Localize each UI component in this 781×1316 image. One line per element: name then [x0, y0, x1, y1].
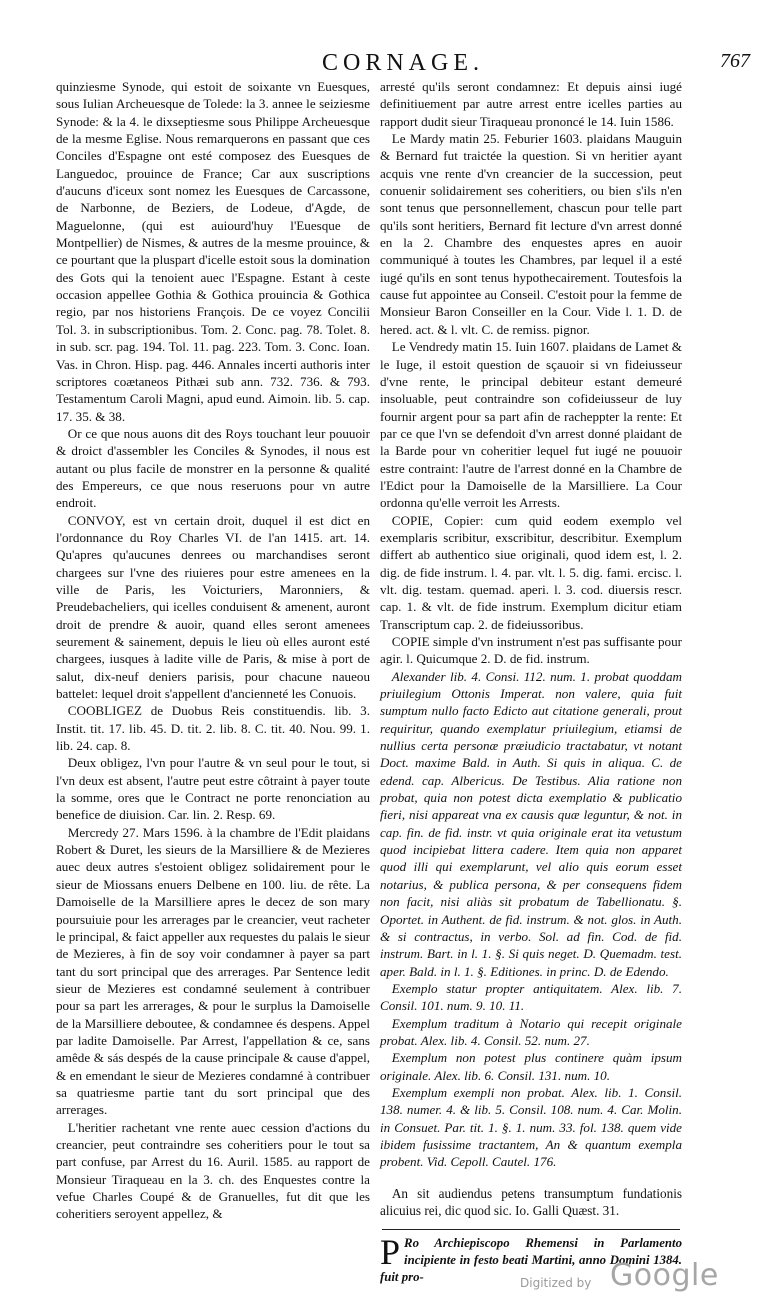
right-paragraph-alexander: Alexander lib. 4. Consi. 112. num. 1. probat quoddam priuilegium Ottonis Imperat. non valere, quia fuit sumptum nullo facto Edicto aut citatione generali, prout requiritur, quando exemplatur priuilegium, etiamsi de nullius certa personæ præiudicio tractabatur, vt notant Doct. maxime Bald. in Auth. Si quis in aliqua. C. de edend. cap. Albericus. De Testibus. Alia ratione non probat, quia non potest dicta exemplatio & publicatio fieri, nisi appareat vna ex causis quæ leguntur, & not. in cap. fin. de fid. instr. vt quia originale erat ita vetustum quod incipiebat littera cadere. Item quia non apparet quod illi qui exemplarunt, vel alio quis eorum esset notarius, & publica persona, & per consequens fidem non facit, nisi aliàs sit probatum de Tabellionatu. §. Oportet. in Authent. de fid. instrum. & not. glos. in Auth. & si contractus, in verbo. Sol. ad fin. Cod. de fid. instrum. Bart. in l. 1. §. Si quis neget. D. Quemadm. test. aper. Bald. in l. 1. §. Editiones. in princ. D. de Edendo.: [380, 668, 682, 979]
right-paragraph-copie: COPIE, Copier: cum quid eodem exemplo vel exemplaris scribitur, exscribitur, describitur. Exemplum differt ab authentico siue originali, quod idem est, l. 2. dig. de fide instrum. l. 4. par. vlt. l. 5. dig. fami. ercisc. l. vlt. dig. testam. quemad. aperi. l. 3. cod. diuersis rescr. cap. 1. & vlt. de fide instrum. Exemplum dicitur etiam Transcriptum cap. 2. de fideiussoribus.: [380, 512, 682, 632]
left-column: [56, 78, 370, 1223]
right-paragraph-exemplo: Exemplo statur propter antiquitatem. Alex. lib. 7. Consil. 101. num. 9. 10. 11.: [380, 980, 682, 1014]
digitized-by-label: Digitized by: [520, 1276, 592, 1290]
separator-rule: [382, 1229, 680, 1230]
left-paragraph-heritier: L'heritier rachetant vne rente auec cession d'actions du creancier, peut contraindre ses coheritiers pour le tout sa part confuse, par Arrest du 16. Auril. 1585. au rapport de Monsieur Tiraqueau en la 3. ch. des Enquestes contre la vefue Charles Coupé & de Granuelles, fut dit que les coheritiers seroyent appellez, &: [56, 1119, 370, 1222]
left-paragraph-deux-obligez: Deux obligez, l'vn pour l'autre & vn seul pour le tout, si l'vn deux est absent, l'autre peut estre côtraint à payer toute la somme, ores que le Contract ne porte renonciation au benefice de diuision. Car. lin. 2. Resp. 69.: [56, 755, 370, 823]
left-paragraph-cooblige: COOBLIGEZ de Duobus Reis constituendis. lib. 3. Instit. tit. 17. lib. 45. D. tit. 2. lib. 8. C. tit. 40. Nou. 99. 1. lib. 24. cap. 8.: [56, 703, 370, 754]
running-head: CORNAGE.: [322, 50, 485, 76]
right-column: [380, 78, 682, 1286]
question-heading: An sit audiendus petens transumptum fundationis alicuius rei, dic quod sic. Io. Galli Quæst. 31.: [380, 1185, 682, 1218]
drop-cap: P: [380, 1231, 401, 1272]
right-paragraph-1: arresté qu'ils seront condamnez: Et depuis ainsi iugé definitiuement par autre arrest entre icelles parties au rapport dudit sieur Tiraqueau prononcé le 14. Iuin 1586.: [380, 79, 682, 129]
left-paragraph-1: quinziesme Synode, qui estoit de soixante vn Euesques, sous Iulian Archeuesque de Tolede: la 3. annee le seiziesme Synode: & la 4. le dixseptiesme sous Philippe Archeuesque de la mesme Eglise. Nous remarquerons en passant que ces Conciles d'Espagne ont esté composez des Euesques de Languedoc, prouince de France; Car aux suscriptions d'aucuns d'iceux sont nomez les Euesques de Carcassone, de Narbonne, de Beziers, de Lodeue, d'Agde, de Maguelonne, (qui est auiourd'huy l'Euesque de Montpellier) de Nismes, & autres de la mesme prouince, & ce pourtant que la pluspart d'icelle estoit sous la domination des Gots qui la tenoient auec l'Espagne. Estant à ceste occasion appellee Gothia & Gothica prouincia & Gothica regio, par nos historiens François. De ce voyez Concilii Tol. 3. in subscriptionibus. Tom. 2. Conc. pag. 78. Tolet. 8. in sub. scr. pag. 194. Tol. 11. pag. 223. Tom. 3. Conc. Ioan. Vas. in Chron. Hisp. pag. 446. Annales incerti authoris inter scriptores coætaneos Pithæi sub ann. 732. 736. & 793. Testamentum Caroli Magni, apud eund. Aimoin. lib. 5. cap. 17. 35. & 38.: [56, 79, 370, 424]
google-logo: Google: [610, 1258, 719, 1293]
left-paragraph-2: Or ce que nous auons dit des Roys touchant leur pouuoir & droict d'assembler les Conciles & Synodes, il nous est autant ou plus facile de monstrer en la personne & qualité des Empereurs, ce que nous reseruons pour vn autre endroit.: [56, 425, 370, 511]
left-paragraph-convoy: CONVOY, est vn certain droit, duquel il est dict en l'ordonnance du Roy Charles VI. de l'an 1415. art. 14. Qu'apres qu'aucunes denrees ou marchandises seront chargees sur l'vne des riuieres pour estre amenees en la ville de Paris, les Voicturiers, Maronniers, & Preudebacheliers, qui icelles conduisent & amenent, auront droit de prendre & auoir, quand elles seront amenees seurement & sainement, depuis le lieu où elles auront esté chargees, iusques à ladite ville de Paris, & mise à port de salut, dix-neuf deniers parisis, pour chacune naueou battelet: lequel droit s'appellent d'ancienneté les Conuois.: [56, 512, 370, 702]
google-watermark: [520, 1260, 750, 1300]
right-paragraph-exemplum-exempli: Exemplum exempli non probat. Alex. lib. 1. Consil. 138. numer. 4. & lib. 5. Consil. 108. num. 4. Car. Molin. in Consuet. Par. tit. 1. §. 1. num. 33. fol. 138. quem vide ibidem fusissime tractantem, An & quantum exempla probent. Vid. Cepoll. Cautel. 176.: [380, 1084, 682, 1170]
right-paragraph-mardy: Le Mardy matin 25. Feburier 1603. plaidans Mauguin & Bernard fut traictée la question. Si vn heritier ayant acquis vne rente d'vn creancier de la succession, peut conuenir solidairement ses coheritiers, ou bien s'ils n'en sont tenus que personnellement, chascun pour telle part qu'ils sont heritiers, Bernard fit lecture d'vn arrest donné en la 2. Chambre des enquestes apres en auoir communiqué à toutes les Chambres, par lequel il a esté iugé qu'ils en sont tenus hypothecairement. Toutesfois la cause fut appointee au Conseil. C'estoit pour la femme de Monsieur Baron Conseiller en la Cour. Vide l. 1. D. de hered. act. & l. vlt. C. de remiss. pignor.: [380, 131, 682, 337]
page-header: [0, 46, 781, 82]
left-paragraph-mercredy: Mercredy 27. Mars 1596. à la chambre de l'Edit plaidans Robert & Duret, les sieurs de la Marsilliere & de Mezieres auec deux autres s'estoient obligez solidairement pour le sieur de Miossans enuers Delbene en 100. liu. de rête. La Damoiselle de la Marsilliere apres le decez de son mary poursuiuie pour les arrerages par le creancier, veut racheter le principal, & faict appeller aux requestes du palais le sieur de Mezieres, à fin de soy voir condamner à payer sa part tant du sort principal que des arrerages. Par Sentence ledit sieur de Mezieres est condamné seulement à contribuer pour sa part les arrerages, & pour le surplus la Damoiselle de la Marsilliere deboutee, & condamnee és despens. Appel par ladite Damoiselle. Par Arrest, l'appellation & ce, sans amêde & sás despés de la cause principale & cause d'appel, & en emendant le sieur de Mezieres condamné à contribuer sa quatriesme partie tant du sort principal que des arrerages.: [56, 824, 370, 1118]
page-number: 767: [720, 50, 750, 72]
right-paragraph-vendredy: Le Vendredy matin 15. Iuin 1607. plaidans de Lamet & le Iuge, il estoit question de sçauoir si vn fideiusseur d'vne rente, le principal debiteur estant demeuré insoluable, peut contraindre son cofideiusseur de luy fournir argent pour sa part afin de racheppter la rente: Et par ce que l'vn se defendoit d'vn arrest donné plaidant de la Barde pour vn coheritier lequel fut iugé ne pouuoir estre contraint: l'autre de l'arrest donné en la Chambre de l'Edict pour la Damoiselle de la Marsilliere. La Cour ordonna qu'elle verroit les Arrests.: [380, 339, 682, 511]
right-paragraph-exemplum-non-potest: Exemplum non potest plus continere quàm ipsum originale. Alex. lib. 6. Consil. 131. num. 10.: [380, 1050, 682, 1083]
right-paragraph-exemplum-traditum: Exemplum traditum à Notario qui recepit originale probat. Alex. lib. 4. Consil. 52. num. 27.: [380, 1015, 682, 1048]
right-paragraph-copie-simple: COPIE simple d'vn instrument n'est pas suffisante pour agir. l. Quicumque 2. D. de fid. instrum.: [380, 634, 682, 667]
final-paragraph: Ro Archiepiscopo Rhemensi in Parlamento incipiente in festo beati Martini, anno Domini 1384. fuit pro-: [380, 1235, 682, 1284]
